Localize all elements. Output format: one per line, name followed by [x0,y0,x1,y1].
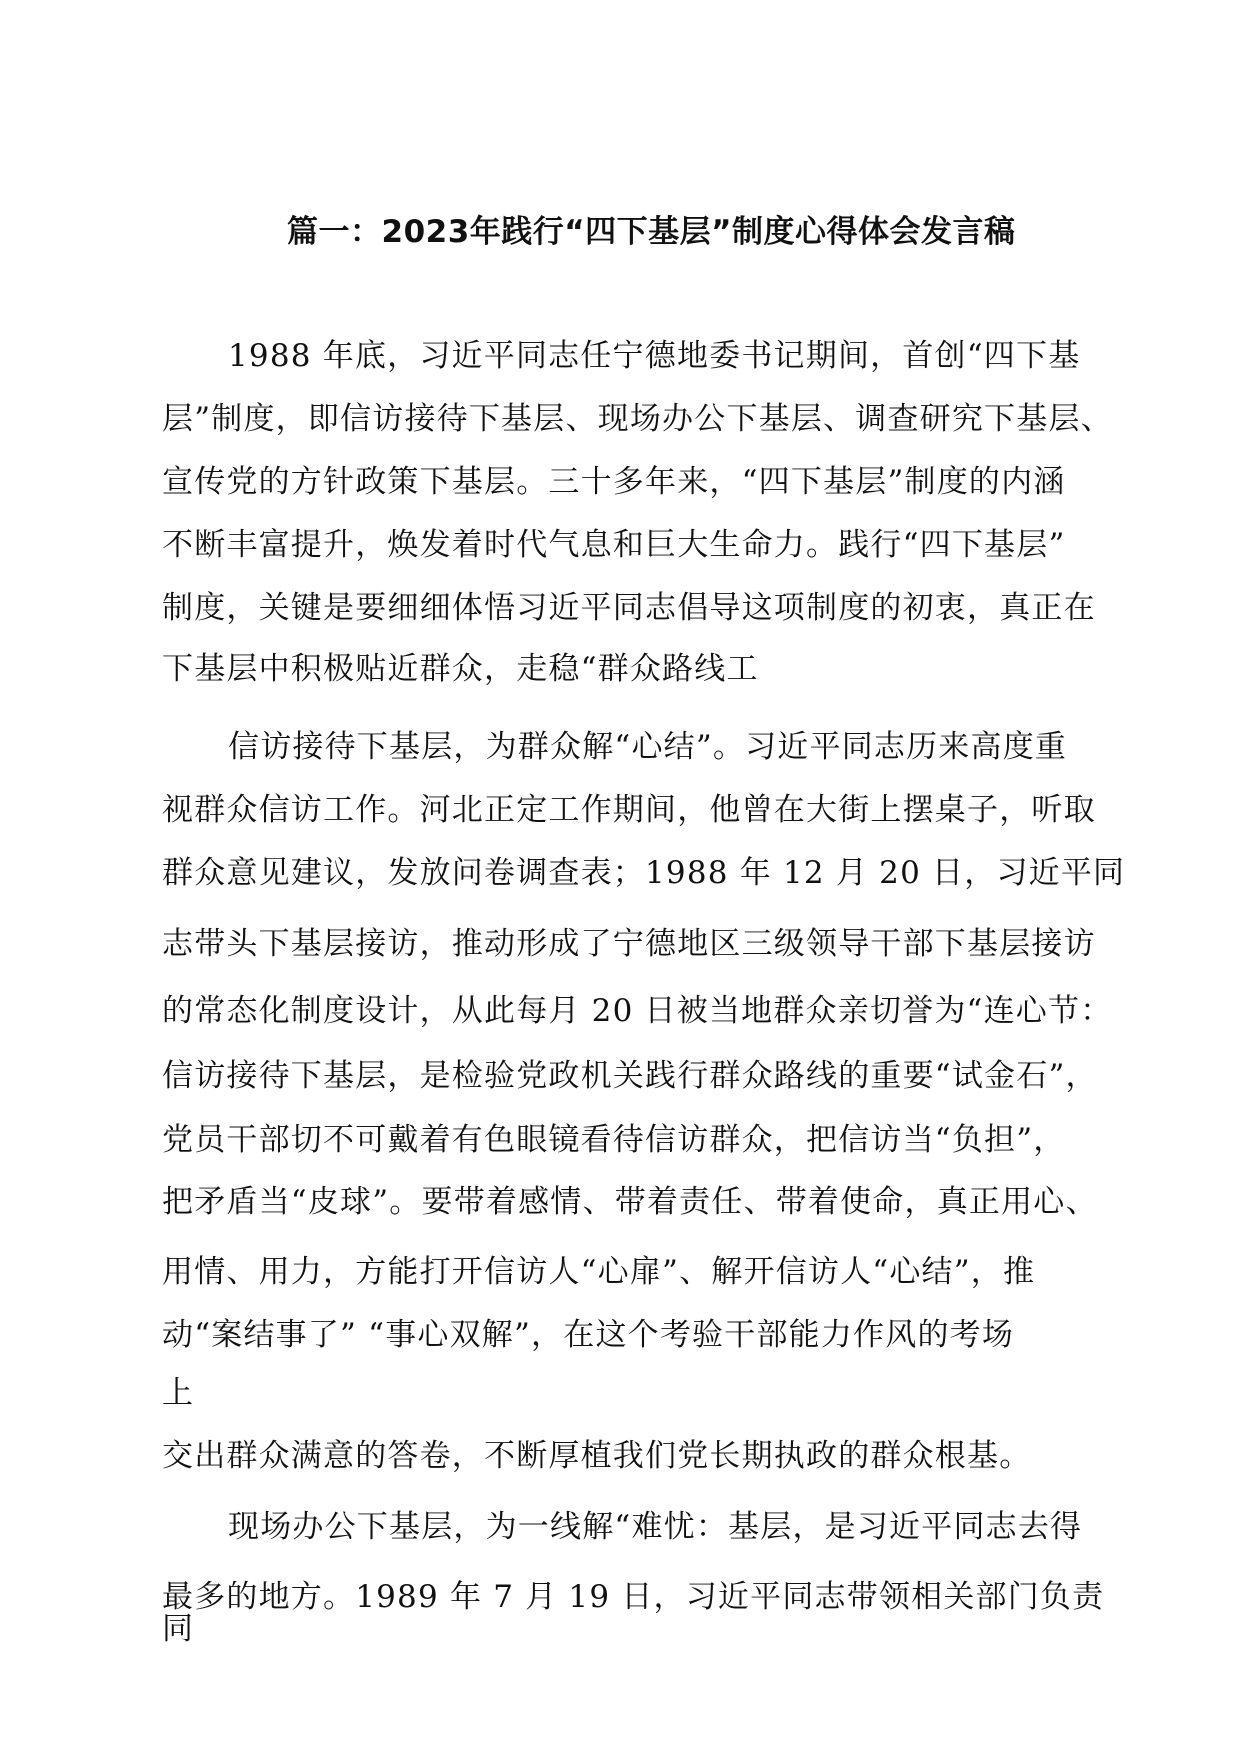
paragraph-2-line-4: 志带头下基层接访，推动形成了宁德地区三级领导干部下基层接访 [162,926,1096,962]
paragraph-1-line-1: 1988 年底，习近平同志任宁德地委书记期间，首创“四下基 [228,338,1081,374]
paragraph-3-line-1: 现场办公下基层，为一线解“难忧：基层，是习近平同志去得 [228,1509,1083,1545]
paragraph-2-line-3: 群众意见建议，发放问卷调查表；1988 年 12 月 20 日，习近平同 [162,855,1126,891]
paragraph-2-line-5: 的常态化制度设计，从此每月 20 日被当地群众亲切誉为“连心节： [162,993,1113,1029]
paragraph-2-line-11: 上 [162,1375,195,1411]
paragraph-2-line-7: 党员干部切不可戴着有色眼镜看待信访群众，把信访当“负担”， [162,1122,1066,1158]
paragraph-3-line-3: 同 [162,1611,195,1647]
paragraph-2-line-12: 交出群众满意的答卷，不断厚植我们党长期执政的群众根基。 [162,1438,1032,1474]
paragraph-3-line-2: 最多的地方。1989 年 7 月 19 日，习近平同志带领相关部门负责 [162,1579,1105,1615]
paragraph-2-line-1: 信访接待下基层，为群众解“心结”。习近平同志历来高度重 [228,729,1068,765]
paragraph-2-line-6: 信访接待下基层，是检验党政机关践行群众路线的重要“试金石”， [162,1058,1098,1094]
paragraph-1-line-2: 层”制度，即信访接待下基层、现场办公下基层、调查研究下基层、 [162,401,1113,437]
paragraph-2-line-8: 把矛盾当“皮球”。要带着感情、带着责任、带着使命，真正用心、 [162,1184,1098,1220]
document-title: 篇一：2023年践行“四下基层”制度心得体会发言稿 [287,214,1016,250]
paragraph-1-line-4: 不断丰富提升，焕发着时代气息和巨大生命力。践行“四下基层” [162,527,1066,563]
paragraph-2-line-9: 用情、用力，方能打开信访人“心扉”、解开信访人“心结”，推 [162,1254,1036,1290]
paragraph-1-line-3: 宣传党的方针政策下基层。三十多年来，“四下基层”制度的内涵 [162,464,1066,500]
paragraph-2-line-10: 动“案结事了” “事心双解”，在这个考验干部能力作风的考场 [162,1317,1015,1353]
paragraph-2-line-2: 视群众信访工作。河北正定工作期间，他曾在大街上摆桌子，听取 [162,792,1096,828]
paragraph-1-line-6: 下基层中积极贴近群众，走稳“群众路线工 [162,651,759,687]
paragraph-1-line-5: 制度，关键是要细细体悟习近平同志倡导这项制度的初衷，真正在 [162,590,1096,626]
